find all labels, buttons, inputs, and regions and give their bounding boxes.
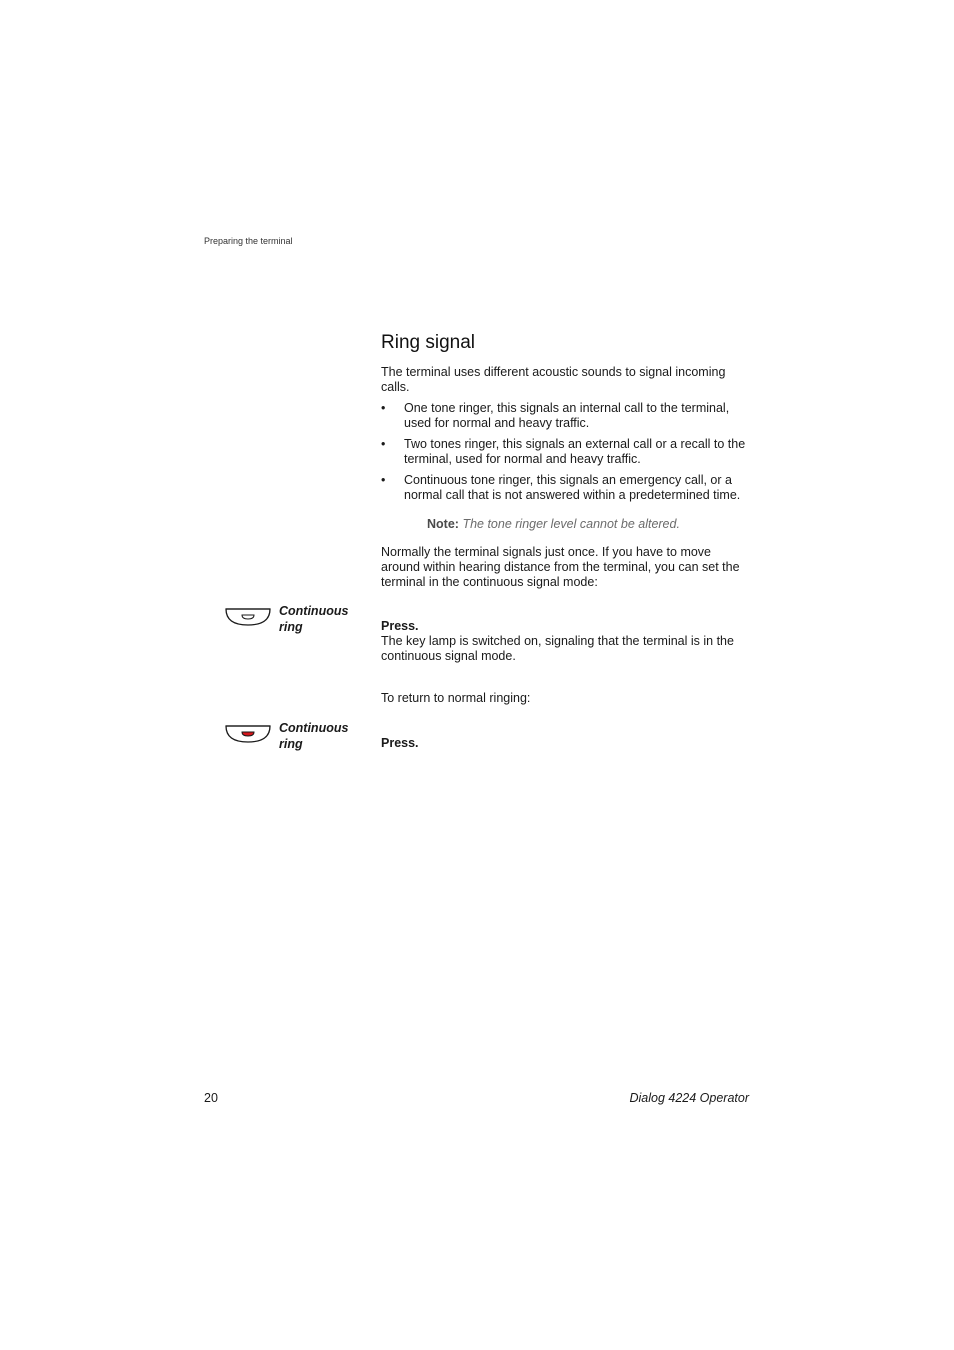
list-item-text: One tone ringer, this signals an internal call to the terminal, used for normal and heavy traffic. — [404, 401, 730, 430]
page-number: 20 — [204, 1091, 218, 1105]
return-instruction: To return to normal ringing: — [381, 691, 531, 705]
list-item — [381, 401, 751, 431]
continuous-mode-paragraph: Normally the terminal signals just once. If you have to move around within hearing distance from the terminal, you can set the terminal in the continuous signal mode: — [381, 545, 740, 589]
page-title: Ring signal — [381, 332, 475, 353]
bullet-glyph: • — [381, 473, 386, 487]
list-item — [381, 473, 751, 503]
list-item — [381, 437, 751, 467]
key-lamp-off-icon — [225, 607, 271, 627]
intro-paragraph: The terminal uses different acoustic sounds to signal incoming calls. — [381, 365, 726, 394]
press-instruction: Press. — [381, 736, 419, 750]
list-item-text: Continuous tone ringer, this signals an emergency call, or a normal call that is not answered within a predetermined time. — [404, 473, 741, 502]
ringer-types-list — [381, 401, 751, 509]
note — [427, 517, 680, 531]
key-lamp-on-icon — [225, 724, 271, 744]
bullet-glyph: • — [381, 437, 386, 451]
press-instruction: Press. — [381, 619, 419, 633]
continuous-ring-key-label: Continuous ring — [279, 721, 349, 751]
running-header: Preparing the terminal — [204, 236, 293, 246]
list-item-text: Two tones ringer, this signals an external call or a recall to the terminal, used for normal and heavy traffic. — [404, 437, 746, 466]
step-description: The key lamp is switched on, signaling that the terminal is in the continuous signal mode. — [381, 634, 734, 663]
continuous-ring-key-label: Continuous ring — [279, 604, 349, 634]
bullet-glyph: • — [381, 401, 386, 415]
document-title: Dialog 4224 Operator — [629, 1091, 749, 1105]
note-text: The tone ringer level cannot be altered. — [462, 517, 680, 531]
note-label: Note: — [427, 517, 459, 531]
